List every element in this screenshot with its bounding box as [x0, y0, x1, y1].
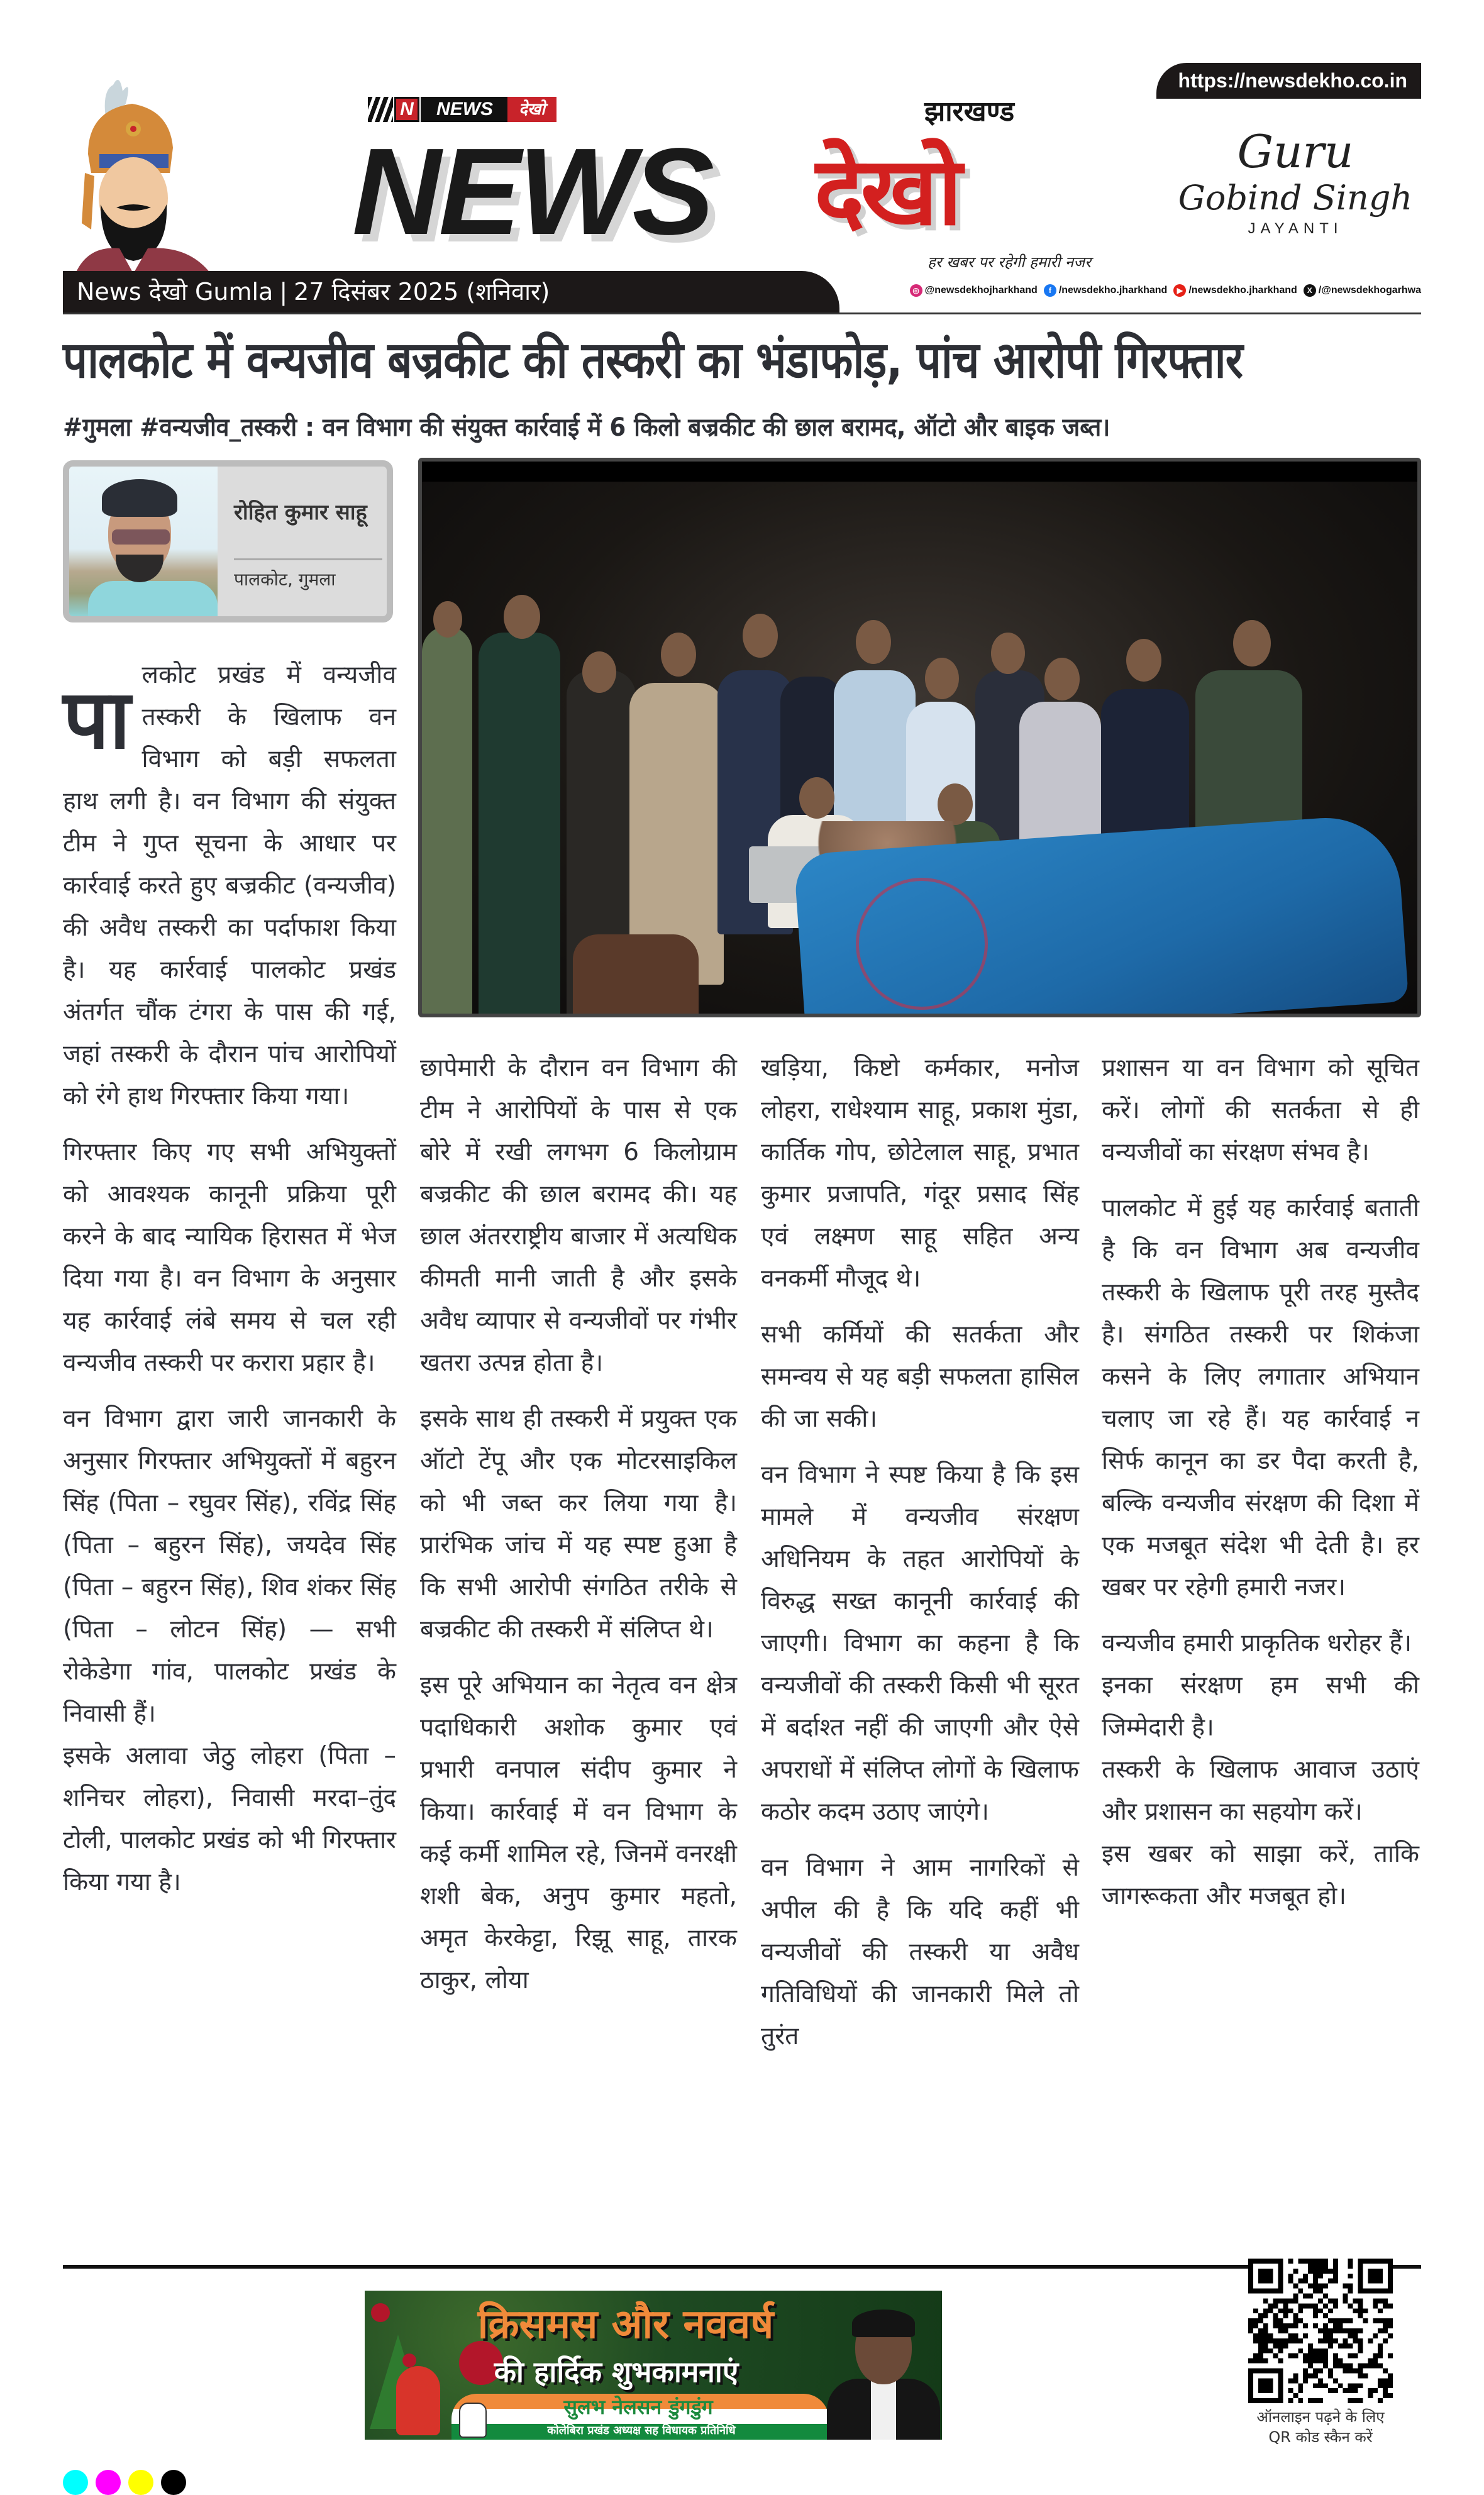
ad-person-name: सुलभ नेलसन डुंगडुंग	[563, 2395, 713, 2419]
watermark-stamp	[856, 878, 988, 1010]
instagram-icon: ◎	[910, 284, 922, 297]
author-avatar	[69, 467, 218, 616]
logo-stripes	[368, 97, 393, 122]
ad-portrait	[827, 2310, 940, 2440]
youtube-icon: ▶	[1173, 284, 1186, 297]
ad-subheadline: की हार्दिक शुभकामनाएं	[494, 2355, 739, 2389]
edition-separator: |	[279, 278, 288, 306]
drop-cap: पा	[63, 672, 131, 767]
brand-tagline: हर खबर पर रहेगी हमारी नजर	[928, 253, 1091, 271]
jayanti-line-guru: Guru	[1237, 125, 1354, 178]
x-icon: X	[1304, 284, 1316, 297]
qr-caption-line: ऑनलाइन पढ़ने के लिए	[1256, 2408, 1385, 2426]
print-registration-dots	[63, 2470, 186, 2495]
social-handle: /@newsdekhogarhwa	[1318, 285, 1421, 296]
paragraph: इस खबर को साझा करें, ताकि जागरूकता और मजबूत हो।	[1102, 1840, 1419, 1910]
author-name: रोहित कुमार साहू	[234, 500, 367, 525]
social-handle: /newsdekho.jharkhand	[1058, 285, 1168, 296]
guru-gobind-singh-illustration	[63, 66, 220, 274]
brand-news-wordmark: NEWS	[352, 129, 712, 255]
cyan-dot	[63, 2470, 88, 2495]
qr-code[interactable]	[1248, 2259, 1393, 2403]
paragraph: खड़िया, किष्टो कर्मकार, मनोज लोहरा, राधेश्याम साहू, प्रकाश मुंडा, कार्तिक गोप, छोटेलाल साहू, प्रभात कुमार प्रजापति, गंदूर प्रसाद सिंह एवं लक्ष्मण साहू सहित अन्य वनकर्मी मौजूद थे।	[761, 1054, 1079, 1293]
masthead-divider	[63, 313, 1421, 314]
article-column-2	[420, 1047, 737, 2015]
facebook-icon: f	[1044, 284, 1056, 297]
yellow-dot	[128, 2470, 153, 2495]
article-photo	[418, 458, 1421, 1017]
qr-caption-line: QR कोड स्कैन करें	[1268, 2428, 1373, 2446]
article-column-1	[63, 654, 396, 1917]
jayanti-line-jayanti: JAYANTI	[1248, 220, 1343, 237]
paragraph: इस पूरे अभियान का नेतृत्व वन क्षेत्र पदाधिकारी अशोक कुमार एवं प्रभारी वनपाल संदीप कुमार ने किया। कार्रवाई में वन विभाग के कई कर्मी शामिल रहे, जिनमें वनरक्षी शशी बेक, अनुप कुमार महतो, अमृत केरकेट्टा, रिझू साहू, तारक ठाकुर, लोया	[420, 1671, 737, 1994]
ad-headline: क्रिसमस और नववर्ष	[477, 2301, 774, 2348]
paragraph: छापेमारी के दौरान वन विभाग की टीम ने आरोपियों के पास से एक बोरे में रखी लगभग 6 किलोग्राम बज्रकीट की छाल बरामद की। यह छाल अंतरराष्ट्रीय बाजार में अत्यधिक कीमती मानी जाती है और इसके अवैध व्यापार से वन्यजीवों पर गंभीर खतरा उत्पन्न होता है।	[420, 1054, 737, 1377]
paragraph: वन विभाग द्वारा जारी जानकारी के अनुसार गिरफ्तार अभियुक्तों में बहुरन सिंह (पिता – रघुवर सिंह), रविंद्र सिंह (पिता – बहुरन सिंह), जयदेव सिंह (पिता – बहुरन सिंह), शिव शंकर सिंह (पिता – लोटन सिंह) — सभी रोकेडेगा गांव, पालकोट प्रखंड के निवासी हैं।	[63, 1405, 396, 1728]
edition-name: News देखो Gumla	[77, 278, 274, 306]
paragraph: सभी कर्मियों की सतर्कता और समन्वय से यह बड़ी सफलता हासिल की जा सकी।	[761, 1320, 1079, 1433]
newsdekho-mini-logo	[368, 94, 563, 124]
article-subheadline: #गुमला #वन्यजीव_तस्करी : वन विभाग की संयुक्त कार्रवाई में 6 किलो बज्रकीट की छाल बरामद, ऑटो और बाइक जब्त।	[63, 413, 1110, 442]
jayanti-line-name: Gobind Singh	[1178, 178, 1413, 218]
paragraph-text: लकोट प्रखंड में वन्यजीव तस्करी के खिलाफ वन विभाग को बड़ी सफलता हाथ लगी है। वन विभाग की संयुक्त टीम ने गुप्त सूचना के आधार पर कार्रवाई करते हुए बज्रकीट (वन्यजीव) की अवैध तस्करी का पर्दाफाश किया है। यह कार्रवाई पालकोट प्रखंड अंतर्गत चौंक टंगरा के पास की गई, जहां तस्करी के दौरान पांच आरोपियों को रंगे हाथ गिरफ्तार किया गया।	[63, 661, 396, 1110]
edition-date: 27 दिसंबर 2025 (शनिवार)	[294, 278, 550, 306]
social-handles	[868, 283, 1421, 298]
social-youtube[interactable]	[1173, 283, 1297, 298]
edition-date-bar	[63, 271, 839, 313]
social-x[interactable]	[1304, 283, 1421, 298]
paragraph: गिरफ्तार किए गए सभी अभियुक्तों को आवश्यक कानूनी प्रक्रिया पूरी करने के बाद न्यायिक हिरासत में भेज दिया गया है। वन विभाग के अनुसार यह कार्रवाई लंबे समय से चल रही वन्यजीव तस्करी पर करारा प्रहार है।	[63, 1138, 396, 1377]
logo-dekho-text: देखो	[507, 97, 556, 122]
logo-news-text: NEWS	[421, 97, 509, 122]
author-location: पालकोट, गुमला	[234, 569, 336, 590]
paragraph	[63, 654, 396, 1117]
black-dot	[161, 2470, 186, 2495]
magenta-dot	[96, 2470, 121, 2495]
paragraph: इसके साथ ही तस्करी में प्रयुक्त एक ऑटो टेंपू और एक मोटरसाइकिल को भी जब्त कर लिया गया है। प्रारंभिक जांच में यह स्पष्ट हुआ है कि सभी आरोपी संगठित तरीके से बज्रकीट की तस्करी में संलिप्त थे।	[420, 1405, 737, 1644]
website-link[interactable]: https://newsdekho.co.in	[1156, 63, 1421, 99]
ad-person-role: कोलेबिरा प्रखंड अध्यक्ष सह विधायक प्रतिनिधि	[547, 2424, 736, 2437]
logo-n-box: N	[394, 97, 419, 122]
article-column-3	[761, 1047, 1079, 2071]
guru-gobind-singh-jayanti-title	[1170, 126, 1421, 239]
paragraph: वन विभाग ने स्पष्ट किया है कि इस मामले में वन्यजीव संरक्षण अधिनियम के तहत आरोपियों के विरुद्ध सख्त कानूनी कार्रवाई की जाएगी। विभाग का कहना है कि वन्यजीवों की तस्करी किसी भी सूरत में बर्दाश्त नहीं की जाएगी और ऐसे अपराधों में संलिप्त लोगों के खिलाफ कठोर कदम उठाए जाएंगे।	[761, 1461, 1079, 1826]
brand-dekho-wordmark: देखो	[814, 137, 959, 246]
paragraph: इसके अलावा जेठु लोहरा (पिता – शनिचर लोहरा), निवासी मरदा–तुंद टोली, पालकोट प्रखंड को भी गिरफ्तार किया गया है।	[63, 1742, 396, 1896]
article-headline: पालकोट में वन्यजीव बज्रकीट की तस्करी का भंडाफोड़, पांच आरोपी गिरफ्तार	[63, 331, 1243, 389]
social-facebook[interactable]	[1044, 283, 1167, 298]
article-column-4	[1102, 1047, 1419, 1917]
footer-divider	[63, 2265, 1421, 2269]
author-card	[63, 460, 393, 622]
author-divider	[234, 558, 382, 560]
paragraph: प्रशासन या वन विभाग को सूचित करें। लोगों की सतर्कता से ही वन्यजीवों का संरक्षण संभव है।	[1102, 1054, 1419, 1166]
paragraph: तस्करी के खिलाफ आवाज उठाएं और प्रशासन का सहयोग करें।	[1102, 1756, 1419, 1826]
social-instagram[interactable]	[910, 283, 1038, 298]
paragraph: इनका संरक्षण हम सभी की जिम्मेदारी है।	[1102, 1671, 1419, 1742]
qr-caption	[1217, 2407, 1424, 2447]
social-handle: /newsdekho.jharkhand	[1188, 285, 1297, 296]
paragraph: वन्यजीव हमारी प्राकृतिक धरोहर हैं।	[1102, 1629, 1412, 1657]
social-handle: @newsdekhojharkhand	[924, 285, 1038, 296]
paragraph: पालकोट में हुई यह कार्रवाई बताती है कि वन विभाग अब वन्यजीव तस्करी के खिलाफ पूरी तरह मुस्तैद है। संगठित तस्करी पर शिकंजा कसने के लिए लगातार अभियान चलाए जा रहे हैं। यह कार्रवाई न सिर्फ कानून का डर पैदा करती है, बल्कि वन्यजीव संरक्षण की दिशा में एक मजबूत संदेश भी देती है। हर खबर पर रहेगी हमारी नजर।	[1102, 1194, 1419, 1602]
brand-state-label: झारखण्ड	[924, 96, 1015, 128]
greeting-advertisement[interactable]	[365, 2291, 942, 2440]
paragraph: वन विभाग ने आम नागरिकों से अपील की है कि यदि कहीं भी वन्यजीवों की तस्करी या अवैध गतिविधियों की जानकारी मिले तो तुरंत	[761, 1854, 1079, 2050]
